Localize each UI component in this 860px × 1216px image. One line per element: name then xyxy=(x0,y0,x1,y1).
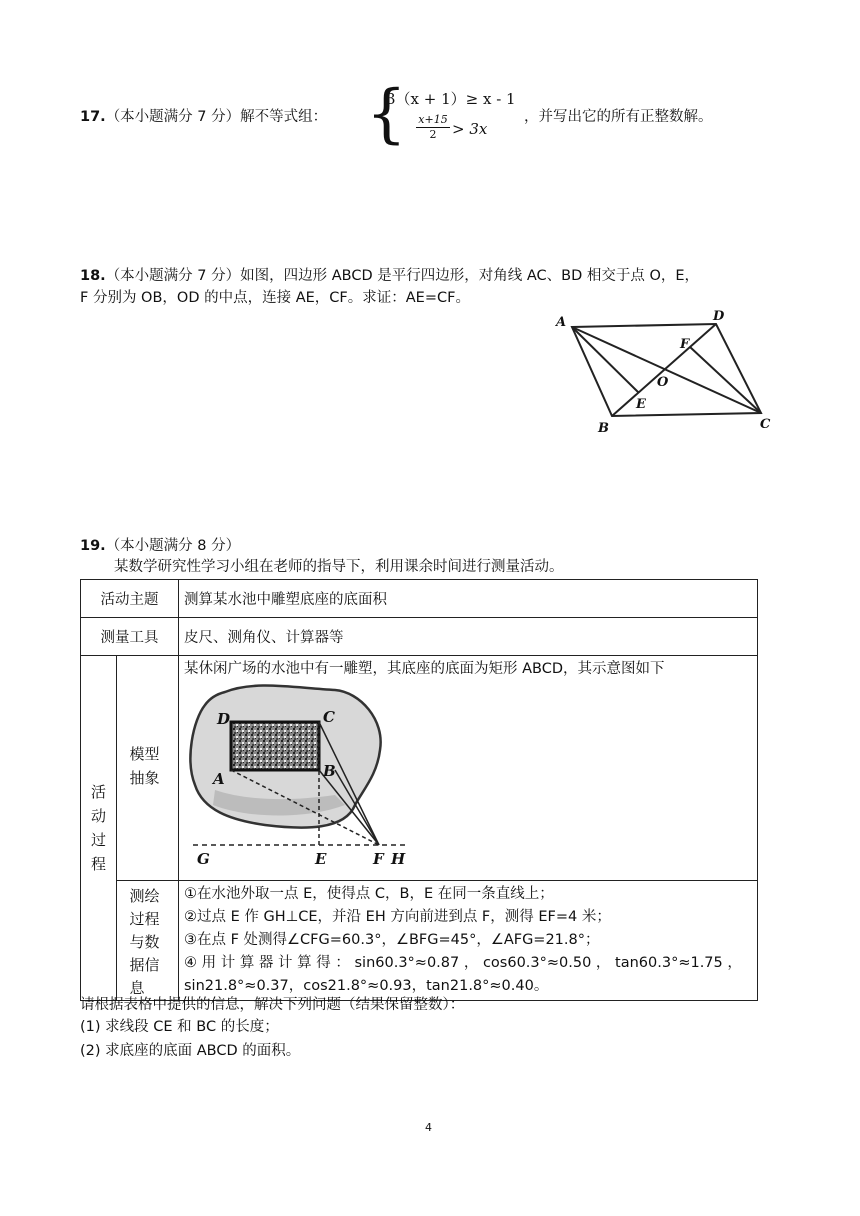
survey-cell xyxy=(179,881,758,1001)
activity-table xyxy=(80,579,758,1001)
table-row-tools xyxy=(81,618,758,656)
pond-figure xyxy=(185,680,425,870)
q18-number: 18. xyxy=(80,268,106,284)
segment-ae xyxy=(572,327,639,393)
q17-tail: ，并写出它的所有正整数解。 xyxy=(524,109,713,125)
q17-head: （本小题满分 7 分）解不等式组： xyxy=(105,109,328,125)
q19-head: （本小题满分 8 分） xyxy=(105,538,241,554)
tools-label: 测量工具 xyxy=(81,618,179,656)
q19-header xyxy=(80,535,240,557)
model-cell xyxy=(179,656,758,881)
topic-value: 测算某水池中雕塑底座的底面积 xyxy=(179,580,758,618)
pond-label-d: D xyxy=(217,710,231,728)
q18-text-line2: F 分别为 OB，OD 的中点，连接 AE，CF。求证：AE=CF。 xyxy=(80,290,470,306)
q18-line1 xyxy=(80,265,699,287)
pond-label-h: H xyxy=(391,850,406,868)
process-label-cell xyxy=(81,656,117,1001)
step-2: ②过点 E 作 GH⊥CE，并沿 EH 方向前进到点 F，测得 EF=4 米； xyxy=(184,909,611,925)
survey-label-cell xyxy=(117,881,179,1001)
label-b: B xyxy=(598,421,609,436)
table-row-survey xyxy=(81,881,758,1001)
pond-label-a: A xyxy=(213,770,225,788)
parallelogram-figure xyxy=(548,306,778,436)
survey-label: 测绘过程与数据信息 xyxy=(129,887,160,997)
q19-intro: 某数学研究性学习小组在老师的指导下，利用课余时间进行测量活动。 xyxy=(114,559,564,575)
q17-fraction-numerator: x+15 xyxy=(416,113,450,128)
q18-text-line1: （本小题满分 7 分）如图，四边形 ABCD 是平行四边形，对角线 AC、BD 相交于点 O，E， xyxy=(105,268,700,284)
label-f: F xyxy=(680,337,690,352)
q17-inequality-2 xyxy=(416,113,450,142)
model-label: 模型抽象 xyxy=(129,745,160,787)
label-o: O xyxy=(657,375,669,390)
diagonal-bd xyxy=(612,324,716,416)
segment-cf xyxy=(690,347,761,413)
model-label-cell xyxy=(117,656,179,881)
pond-label-e: E xyxy=(315,850,327,868)
q17-brace: { xyxy=(366,77,407,151)
q17-number: 17. xyxy=(80,109,106,125)
table-row-topic xyxy=(81,580,758,618)
page-number: 4 xyxy=(425,1121,432,1134)
process-label: 活动过程 xyxy=(90,783,106,873)
step-4-continued: sin21.8°≈0.37，cos21.8°≈0.93，tan21.8°≈0.40。 xyxy=(184,978,549,994)
label-d: D xyxy=(713,309,725,324)
step-4: ④ 用 计 算 器 计 算 得 ： sin60.3°≈0.87 ， cos60.3°≈0.50 ， tan60.3°≈1.75 ， xyxy=(184,955,742,971)
sculpture-base-rectangle xyxy=(231,722,319,770)
q19-sub1: (1) 求线段 CE 和 BC 的长度； xyxy=(80,1019,279,1035)
label-e: E xyxy=(636,397,646,412)
step-1: ①在水池外取一点 E，使得点 C，B，E 在同一条直线上； xyxy=(184,886,554,902)
pond-label-f: F xyxy=(373,850,384,868)
topic-label: 活动主题 xyxy=(81,580,179,618)
step-3: ③在点 F 处测得∠CFG=60.3°，∠BFG=45°，∠AFG=21.8°； xyxy=(184,932,600,948)
q17-fraction-denominator: 2 xyxy=(429,128,437,141)
pond-label-b: B xyxy=(323,762,336,780)
label-c: C xyxy=(760,417,771,432)
q17-header xyxy=(80,106,327,128)
q19-prompt: 请根据表格中提供的信息，解决下列问题（结果保留整数）： xyxy=(80,997,465,1013)
pond-label-g: G xyxy=(197,850,210,868)
q17-inequality-2-rest: > 3x xyxy=(452,120,488,138)
pond-label-c: C xyxy=(323,708,335,726)
q17-inequality-1: 3（x + 1）≥ x - 1 xyxy=(386,90,516,108)
diagonal-ac xyxy=(572,327,761,413)
tools-value: 皮尺、测角仪、计算器等 xyxy=(179,618,758,656)
model-text: 某休闲广场的水池中有一雕塑，其底座的底面为矩形 ABCD，其示意图如下 xyxy=(184,661,665,677)
label-a: A xyxy=(556,315,567,330)
table-row-model xyxy=(81,656,758,881)
q19-sub2: (2) 求底座的底面 ABCD 的面积。 xyxy=(80,1043,301,1059)
q19-number: 19. xyxy=(80,538,106,554)
